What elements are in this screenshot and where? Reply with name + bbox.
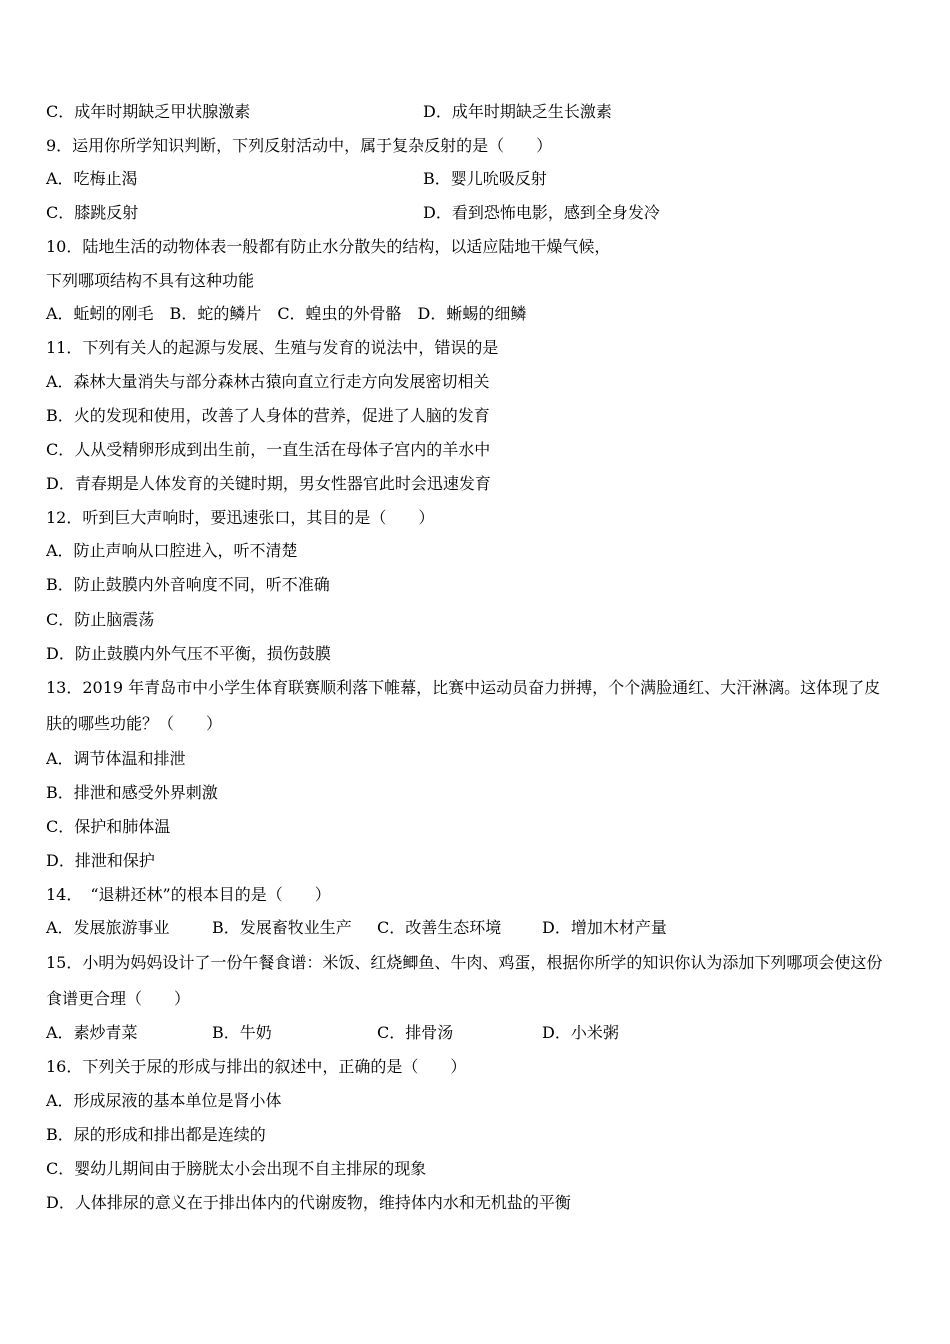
q9-options-cd	[46, 203, 660, 223]
q16-option-c: C．婴幼儿期间由于膀胱太小会出现不自主排尿的现象	[46, 1159, 427, 1178]
q12-stem: 12．听到巨大声响时，要迅速张口，其目的是（ ）	[46, 508, 435, 527]
q13-stem-line2: 肤的哪些功能？（ ）	[46, 714, 223, 733]
q13-option-c: C．保护和肺体温	[46, 817, 171, 836]
q11-option-a: A．森林大量消失与部分森林古猿向直立行走方向发展密切相关	[46, 372, 490, 391]
q15-option-c: C．排骨汤	[377, 1023, 454, 1042]
q13-option-a: A．调节体温和排泄	[46, 749, 186, 768]
q11-stem: 11．下列有关人的起源与发展、生殖与发育的说法中，错误的是	[46, 338, 499, 357]
q12-option-d: D．防止鼓膜内外气压不平衡，损伤鼓膜	[46, 644, 331, 663]
q14-options	[46, 918, 667, 938]
q9-options-ab	[46, 169, 547, 189]
q15-options	[46, 1023, 619, 1043]
q11-option-b: B．火的发现和使用，改善了人身体的营养，促进了人脑的发育	[46, 406, 490, 425]
q12-option-a: A．防止声响从口腔进入，听不清楚	[46, 541, 298, 560]
q10-stem-line2: 下列哪项结构不具有这种功能	[46, 271, 255, 290]
q14-stem: 14． “退耕还林”的根本目的是（ ）	[46, 885, 331, 904]
q16-option-a: A．形成尿液的基本单位是肾小体	[46, 1091, 282, 1110]
q14-option-a: A．发展旅游事业	[46, 918, 170, 937]
q8-option-d: D．成年时期缺乏生长激素	[423, 102, 612, 121]
q9-stem: 9．运用你所学知识判断，下列反射活动中，属于复杂反射的是（ ）	[46, 136, 553, 155]
q10-options: A．蚯蚓的刚毛 B．蛇的鳞片 C．蝗虫的外骨骼 D．蜥蜴的细鳞	[46, 304, 527, 323]
q10-stem-line1: 10．陆地生活的动物体表一般都有防止水分散失的结构，以适应陆地干燥气候，	[46, 237, 611, 256]
q14-option-d: D．增加木材产量	[542, 918, 667, 937]
q14-option-b: B．发展畜牧业生产	[212, 918, 352, 937]
q16-option-b: B．尿的形成和排出都是连续的	[46, 1125, 266, 1144]
q15-option-b: B．牛奶	[212, 1023, 272, 1042]
q16-option-d: D．人体排尿的意义在于排出体内的代谢废物，维持体内水和无机盐的平衡	[46, 1193, 571, 1212]
q13-stem-line1: 13．2019 年青岛市中小学生体育联赛顺利落下帷幕，比赛中运动员奋力拼搏，个个满脸通红、大汗淋漓。这体现了皮	[46, 678, 881, 697]
q12-option-c: C．防止脑震荡	[46, 610, 155, 629]
q11-option-d: D．青春期是人体发育的关键时期，男女性器官此时会迅速发育	[46, 474, 491, 493]
q13-option-b: B．排泄和感受外界刺激	[46, 783, 218, 802]
q9-option-c: C．膝跳反射	[46, 203, 139, 222]
q15-option-a: A．素炒青菜	[46, 1023, 138, 1042]
q16-stem: 16．下列关于尿的形成与排出的叙述中，正确的是（ ）	[46, 1057, 467, 1076]
q9-option-b: B．婴儿吮吸反射	[423, 169, 547, 188]
q13-option-d: D．排泄和保护	[46, 851, 155, 870]
q8-options-cd	[46, 102, 612, 122]
q15-option-d: D．小米粥	[542, 1023, 619, 1042]
q9-option-d: D．看到恐怖电影，感到全身发冷	[423, 203, 660, 222]
q14-option-c: C．改善生态环境	[377, 918, 502, 937]
q15-stem-line2: 食谱更合理（ ）	[46, 989, 191, 1008]
q9-option-a: A．吃梅止渴	[46, 169, 138, 188]
q15-stem-line1: 15．小明为妈妈设计了一份午餐食谱：米饭、红烧鲫鱼、牛肉、鸡蛋，根据你所学的知识你认为添加下列哪项会使这份	[46, 953, 883, 972]
q8-option-c: C．成年时期缺乏甲状腺激素	[46, 102, 251, 121]
q11-option-c: C．人从受精卵形成到出生前，一直生活在母体子宫内的羊水中	[46, 440, 491, 459]
q12-option-b: B．防止鼓膜内外音响度不同，听不准确	[46, 575, 330, 594]
